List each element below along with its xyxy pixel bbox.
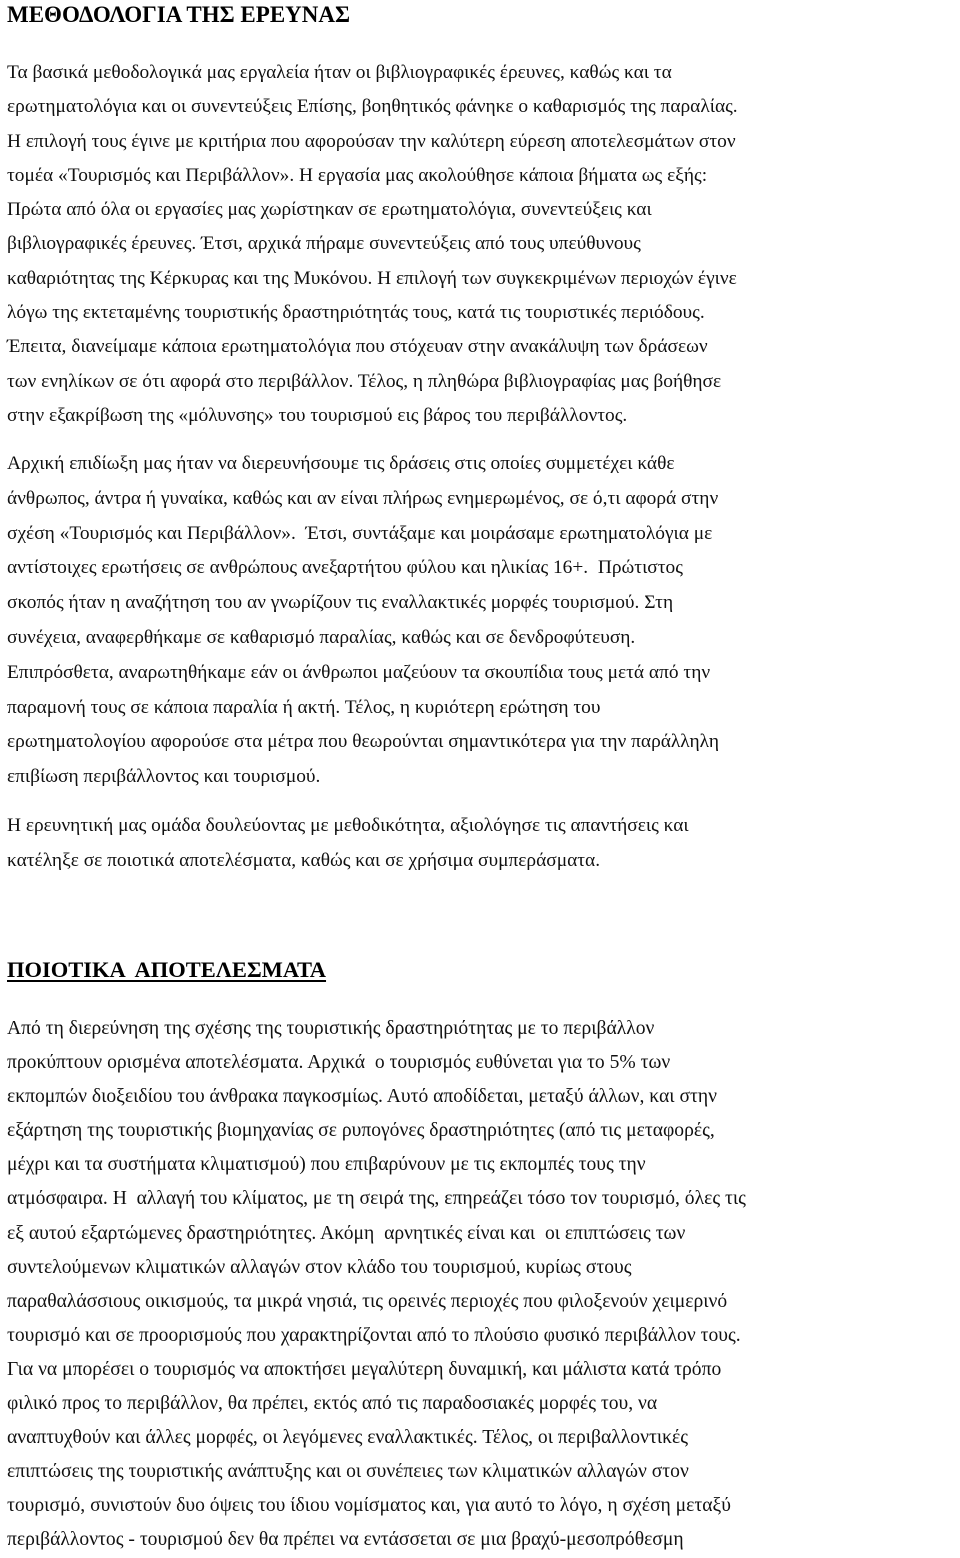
text-line: επιβίωση περιβάλλοντος και τουρισμού. — [7, 766, 321, 788]
text-line: μέχρι και τα συστήματα κλιματισμού) που επιβαρύνουν με τις εκπομπές τους την — [7, 1154, 646, 1176]
text-line: εξάρτηση της τουριστικής βιομηχανίας σε ρυπογόνες δραστηριότητες (από τις μεταφορές, — [7, 1120, 715, 1142]
text-line: Αρχική επιδίωξη μας ήταν να διερευνήσουμε τις δράσεις στις οποίες συμμετέχει κάθε — [7, 453, 675, 474]
text-line: Η ερευνητική μας ομάδα δουλεύοντας με μεθοδικότητα, αξιολόγησε τις απαντήσεις και — [7, 815, 689, 836]
text-line: Επιπρόσθετα, αναρωτηθήκαμε εάν οι άνθρωποι μαζεύουν τα σκουπίδια τους μετά από την — [7, 661, 711, 683]
text-line: ατμόσφαιρα. Η αλλαγή του κλίματος, με τη σειρά της, επηρεάζει τόσο τον τουρισμό, όλες τις — [7, 1188, 746, 1210]
text-line: Η επιλογή τους έγινε με κριτήρια που αφορούσαν την καλύτερη εύρεση αποτελεσμάτων στον — [7, 130, 736, 152]
text-line: παραμονή τους σε κάποια παραλία ή ακτή. Τέλος, η κυριότερη ερώτηση του — [7, 696, 601, 718]
text-line: κατέληξε σε ποιοτικά αποτελέσματα, καθώς και σε χρήσιμα συμπεράσματα. — [7, 849, 601, 871]
text-line: λόγω της εκτεταμένης τουριστικής δραστηριότητάς τους, κατά τις τουριστικές περιόδους. — [7, 302, 705, 324]
results-paragraph — [7, 1012, 960, 1558]
methodology-paragraph-2 — [7, 447, 960, 795]
text-line: Έπειτα, διανείμαμε κάποια ερωτηματολόγια που στόχευαν στην ανακάλυψη των δράσεων — [7, 336, 708, 358]
text-line: παραθαλάσσιους οικισμούς, τα μικρά νησιά, τις ορεινές περιοχές που φιλοξενούν χειμερινό — [7, 1290, 728, 1312]
text-line: περιβάλλοντος - τουρισμού δεν θα πρέπει να εντάσσεται σε μια βραχύ-μεσοπρόθεσμη — [7, 1529, 684, 1551]
text-line: προκύπτουν ορισμένα αποτελέσματα. Αρχικά ο τουρισμός ευθύνεται για το 5% των — [7, 1052, 671, 1074]
methodology-paragraph-1 — [7, 56, 960, 433]
text-line: αντίστοιχες ερωτήσεις σε ανθρώπους ανεξαρτήτου φύλου και ηλικίας 16+. Πρώτιστος — [7, 557, 683, 579]
text-line: Πρώτα από όλα οι εργασίες μας χωρίστηκαν σε ερωτηματολόγια, συνεντεύξεις και — [7, 199, 652, 221]
text-line: Από τη διερεύνηση της σχέσης της τουριστικής δραστηριότητας με το περιβάλλον — [7, 1018, 655, 1039]
text-line: ερωτηματολόγια και οι συνεντεύξεις Επίσης, βοηθητικός φάνηκε ο καθαρισμός της παραλίας. — [7, 96, 738, 118]
text-line: Για να μπορέσει ο τουρισμός να αποκτήσει μεγαλύτερη δυναμική, και μάλιστα κατά τρόπο — [7, 1358, 722, 1380]
text-line: άνθρωπος, άντρα ή γυναίκα, καθώς και αν είναι πλήρως ενημερωμένος, σε ό,τι αφορά στην — [7, 487, 719, 509]
results-heading: ΠΟΙΟΤΙΚΑ ΑΠΟΤΕΛΕΣΜΑΤΑ — [7, 957, 327, 982]
text-line: ερωτηματολογίου αφορούσε στα μέτρα που θεωρούνται σημαντικότερα για την παράλληλη — [7, 731, 720, 753]
text-line: Τα βασικά μεθοδολογικά μας εργαλεία ήταν οι βιβλιογραφικές έρευνες, καθώς και τα — [7, 62, 672, 83]
text-line: καθαριότητας της Κέρκυρας και της Μυκόνου. Η επιλογή των συγκεκριμένων περιοχών έγινε — [7, 267, 737, 289]
text-line: τουρισμό, συνιστούν δυο όψεις του ίδιου νομίσματος και, για αυτό το λόγο, η σχέση μεταξύ — [7, 1495, 731, 1517]
text-line: σχέση «Τουρισμός και Περιβάλλον». Έτσι, συντάξαμε και μοιράσαμε ερωτηματολόγια με — [7, 522, 713, 544]
text-line: συντελούμενων κλιματικών αλλαγών στον κλάδο του τουρισμού, κυρίως στους — [7, 1256, 632, 1278]
text-line: τουρισμό και σε προορισμούς που χαρακτηρίζονται από το πλούσιο φυσικό περιβάλλον τους. — [7, 1324, 741, 1346]
methodology-paragraph-3 — [7, 809, 960, 879]
text-line: εξ αυτού εξαρτώμενες δραστηριότητες. Ακόμη αρνητικές είναι και οι επιπτώσεις των — [7, 1222, 686, 1244]
text-line: των ενηλίκων σε ότι αφορά στο περιβάλλον. Τέλος, η πληθώρα βιβλιογραφίας μας βοήθησε — [7, 370, 722, 392]
text-line: φιλικό προς το περιβάλλον, θα πρέπει, εκτός από τις παραδοσιακές μορφές του, να — [7, 1393, 658, 1415]
text-line: εκπομπών διοξειδίου του άνθρακα παγκοσμίως. Αυτό αποδίδεται, μεταξύ άλλων, και στην — [7, 1086, 717, 1108]
text-line: τομέα «Τουρισμός και Περιβάλλον». Η εργασία μας ακολούθησε κάποια βήματα ως εξής: — [7, 164, 708, 186]
text-line: συνέχεια, αναφερθήκαμε σε καθαρισμό παραλίας, καθώς και σε δενδροφύτευση. — [7, 626, 636, 648]
text-line: επιπτώσεις της τουριστικής ανάπτυξης και οι συνέπειες των κλιματικών αλλαγών στον — [7, 1461, 689, 1483]
text-line: αναπτυχθούν και άλλες μορφές, οι λεγόμενες εναλλακτικές. Τέλος, οι περιβαλλοντικές — [7, 1427, 688, 1449]
text-line: βιβλιογραφικές έρευνες. Έτσι, αρχικά πήραμε συνεντεύξεις από τους υπεύθυνους — [7, 233, 641, 255]
methodology-heading: ΜΕΘΟΔΟΛΟΓΙΑ ΤΗΣ ΕΡΕΥΝΑΣ — [7, 2, 351, 27]
text-line: στην εξακρίβωση της «μόλυνσης» του τουρισμού εις βάρος του περιβάλλοντος. — [7, 404, 628, 426]
text-line: σκοπός ήταν η αναζήτηση του αν γνωρίζουν τις εναλλακτικές μορφές τουρισμού. Στη — [7, 592, 674, 614]
